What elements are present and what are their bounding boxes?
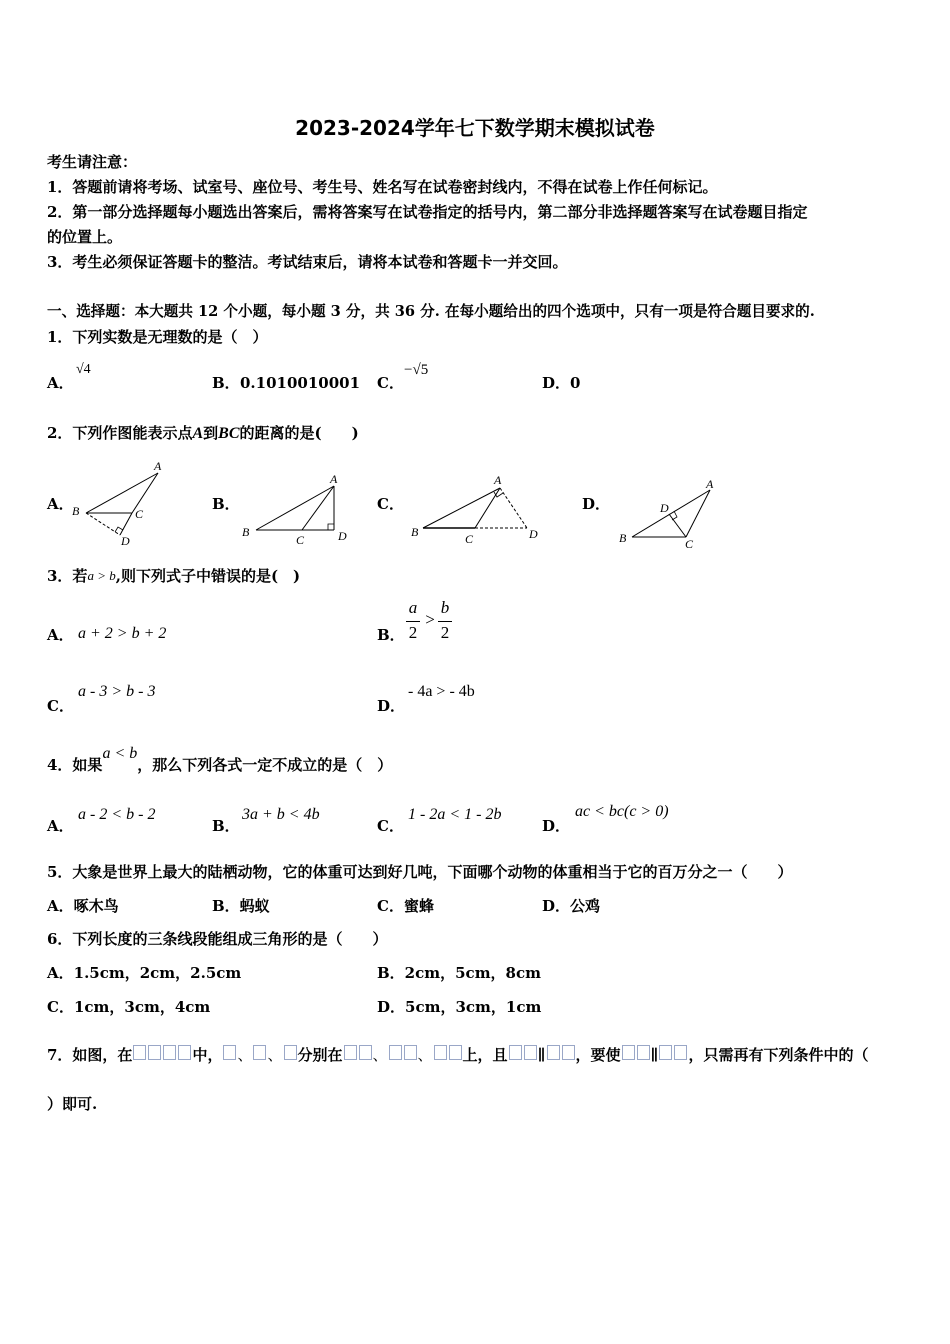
q3-option-d: - 4a > - 4b	[408, 683, 475, 700]
q1-option-c: −√5	[404, 362, 429, 378]
q1-option-d-label: D．	[542, 374, 571, 392]
q7-text: ，只需再有下列条件中的（	[688, 1046, 869, 1064]
q4-stem-post: ，那么下列各式一定不成立的是（ ）	[137, 756, 393, 774]
q3-b-denominator: 2	[408, 623, 418, 642]
section-heading: 一、选择题：本大题共 12 个小题，每小题 3 分，共 36 分. 在每小题给出的四个选项中，只有一项是符合题目要求的.	[47, 303, 815, 320]
q7-stem	[47, 1045, 869, 1065]
label-b: B	[411, 525, 419, 539]
q4-stem	[47, 745, 393, 776]
q6-option-b: B．2cm，5cm，8cm	[377, 964, 542, 982]
q2-option-c-label: C．	[377, 495, 404, 513]
q2-stem-mid: 到	[203, 424, 219, 442]
notice-item: 3．考生必须保证答题卡的整洁。考试结束后，请将本试卷和答题卡一并交回。	[47, 253, 568, 271]
q4-stem-pre: 4．如果	[47, 756, 103, 774]
q2-figure-c	[405, 470, 555, 550]
q5-option-a: A．啄木鸟	[47, 897, 119, 915]
q6-option-a: A．1.5cm，2cm，2.5cm	[47, 964, 242, 982]
q1-option-b: 0.1010010001	[240, 374, 361, 392]
q3-stem-post: ,则下列式子中错误的是( )	[115, 567, 301, 585]
q1-option-c-label: C．	[377, 374, 404, 392]
label-a: A	[494, 473, 502, 487]
fraction-bar	[406, 621, 420, 622]
q3-stem	[47, 566, 300, 586]
q3-condition: a > b	[87, 568, 116, 583]
fraction-bar	[438, 621, 452, 622]
q3-b-operator: >	[425, 610, 435, 629]
label-c: C	[465, 532, 474, 546]
q1-option-d: 0	[570, 374, 581, 392]
label-a: A	[154, 459, 162, 473]
q2-line-bc: BC	[218, 425, 240, 442]
page-title: 2023-2024学年七下数学期末模拟试卷	[295, 116, 655, 140]
q7-text: 上，且	[462, 1046, 508, 1064]
q1-option-a: √4	[76, 362, 91, 377]
missing-image-placeholder: 、 、	[343, 1046, 463, 1064]
q2-stem-pre: 2．下列作图能表示点	[47, 424, 193, 442]
q3-option-c-label: C．	[47, 697, 74, 715]
label-d: D	[338, 529, 347, 543]
q2-point-a: A	[192, 425, 204, 442]
q7-text: 7．如图，在	[47, 1046, 133, 1064]
label-b: B	[242, 525, 250, 539]
label-b: B	[72, 504, 80, 518]
q2-figure-d	[612, 476, 732, 552]
q4-option-b: 3a + b < 4b	[242, 806, 320, 823]
q5-option-c: C．蜜蜂	[377, 897, 434, 915]
label-a: A	[330, 472, 338, 486]
q3-stem-pre: 3．若	[47, 567, 88, 585]
q6-stem: 6．下列长度的三条线段能组成三角形的是（ ）	[47, 930, 388, 948]
q3-option-a: a + 2 > b + 2	[78, 625, 167, 642]
q3-option-d-label: D．	[377, 697, 406, 715]
q5-stem: 5．大象是世界上最大的陆栖动物，它的体重可达到好几吨，下面哪个动物的体重相当于它的百万分之一（ ）	[47, 863, 793, 881]
q2-figure-a	[68, 458, 168, 550]
q6-option-d: D．5cm，3cm，1cm	[377, 998, 542, 1016]
label-a: A	[706, 477, 714, 491]
q6-option-c: C．1cm，3cm，4cm	[47, 998, 211, 1016]
q5-option-d: D．公鸡	[542, 897, 601, 915]
missing-image-placeholder: 、 、	[222, 1046, 297, 1064]
q3-b-denominator: 2	[440, 623, 450, 642]
q4-option-a-label: A．	[47, 817, 74, 835]
parallel-symbol: ∥	[650, 1046, 659, 1064]
notice-item: 1．答题前请将考场、试室号、座位号、考生号、姓名写在试卷密封线内，不得在试卷上作任何标记。	[47, 178, 718, 196]
q2-stem	[47, 423, 359, 444]
notice-item: 2．第一部分选择题每小题选出答案后，需将答案写在试卷指定的括号内，第二部分非选择题答案写在试卷题目指定	[47, 203, 808, 221]
q1-option-b-label: B．	[212, 374, 240, 392]
missing-image-placeholder	[546, 1046, 576, 1064]
label-d: D	[529, 527, 538, 541]
q3-option-a-label: A．	[47, 626, 74, 644]
notice-item: 的位置上。	[47, 228, 123, 246]
label-c: C	[296, 533, 305, 547]
q2-option-a-label: A．	[47, 495, 74, 513]
q2-option-d-label: D．	[582, 495, 611, 513]
q3-option-c: a - 3 > b - 3	[78, 683, 156, 700]
notice-heading: 考生请注意：	[47, 153, 138, 171]
q2-figure-b	[238, 470, 358, 550]
missing-image-placeholder	[658, 1046, 688, 1064]
q5-option-b: B．蚂蚁	[212, 897, 270, 915]
label-b: B	[619, 531, 627, 545]
q7-line2: ）即可.	[47, 1095, 98, 1113]
q3-option-b-label: B．	[377, 626, 405, 644]
q4-option-b-label: B．	[212, 817, 240, 835]
label-d: D	[660, 501, 669, 515]
missing-image-placeholder	[132, 1046, 192, 1064]
label-c: C	[685, 537, 694, 551]
q4-option-c-label: C．	[377, 817, 404, 835]
q1-option-a-label: A．	[47, 374, 74, 392]
q4-condition: a < b	[102, 745, 138, 762]
q2-stem-post: 的距离的是( )	[239, 424, 359, 442]
q1-stem: 1．下列实数是无理数的是（ ）	[47, 328, 268, 346]
q4-option-d-label: D．	[542, 817, 571, 835]
q4-option-d: ac < bc(c > 0)	[575, 803, 669, 820]
missing-image-placeholder	[621, 1046, 651, 1064]
q7-text: ，要使	[575, 1046, 621, 1064]
q3-b-numerator-b: b	[440, 598, 450, 617]
q7-text: 分别在	[297, 1046, 343, 1064]
q4-option-c: 1 - 2a < 1 - 2b	[408, 806, 502, 823]
label-c: C	[135, 507, 144, 521]
q7-text: 中，	[192, 1046, 223, 1064]
q4-option-a: a - 2 < b - 2	[78, 806, 156, 823]
parallel-symbol: ∥	[537, 1046, 546, 1064]
q2-option-b-label: B．	[212, 495, 240, 513]
label-d: D	[121, 534, 130, 548]
missing-image-placeholder	[508, 1046, 538, 1064]
q3-b-numerator-a: a	[408, 598, 418, 617]
